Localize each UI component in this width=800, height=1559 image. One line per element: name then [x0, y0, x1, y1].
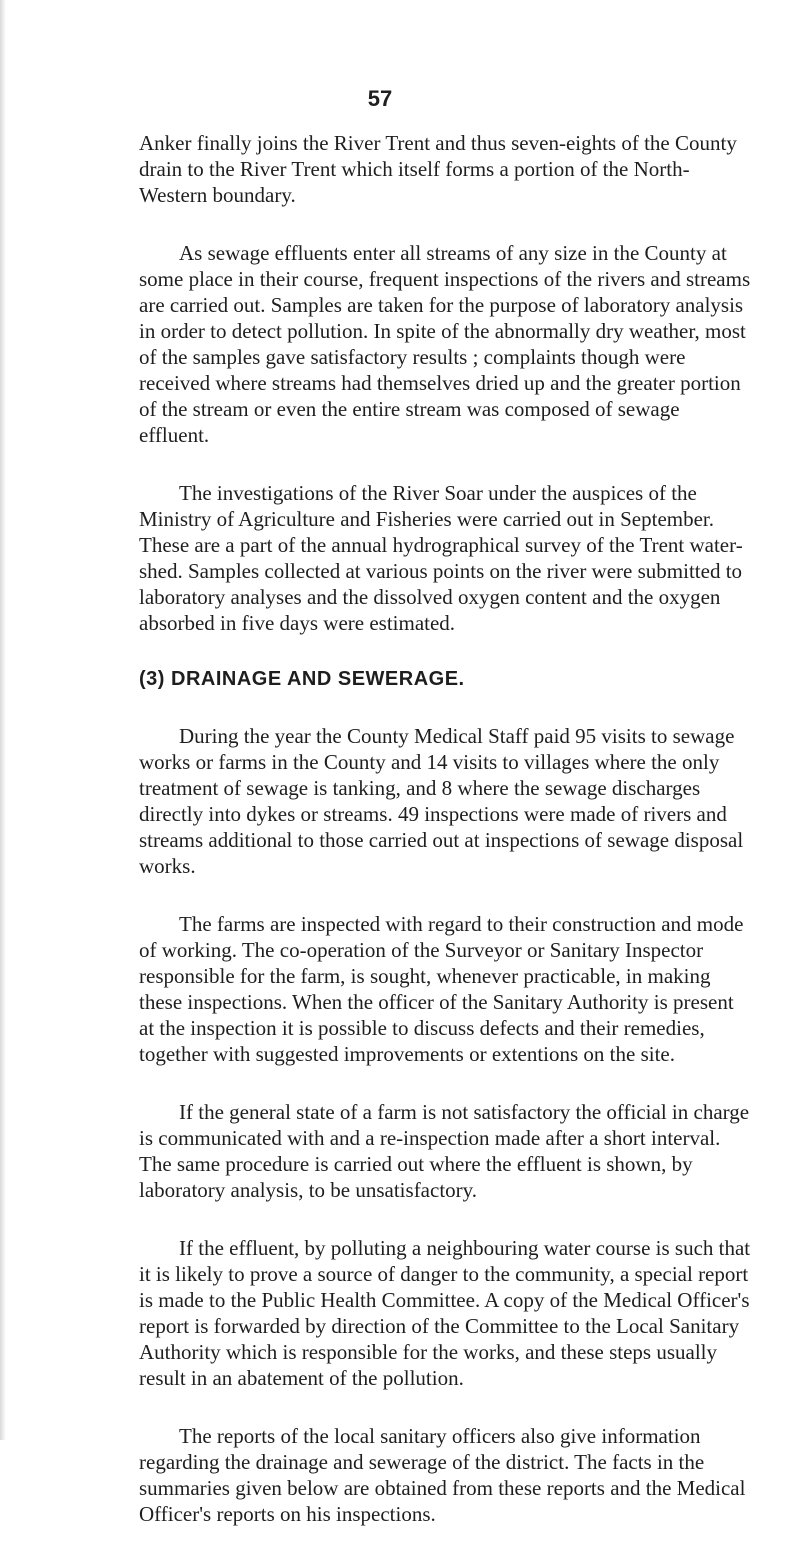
- page-body: [139, 130, 754, 1559]
- page-number: 57: [367, 86, 393, 111]
- paragraph-local-reports: The reports of the local sanitary officers also give information regarding the drainage and sewerage of the district. The facts in the summaries given below are obtained from these reports and the Medical Officer's reports on his inspections.: [139, 1424, 746, 1526]
- paragraph-medical-staff-visits: During the year the County Medical Staff paid 95 visits to sewage works or farms in the County and 14 visits to villages where the only treatment of sewage is tanking, and 8 where the sewage discharges directly into dykes or streams. 49 inspections were made of rivers and streams additional to those carried out at inspections of sewage disposal works.: [139, 724, 744, 878]
- paragraph-farm-inspections: The farms are inspected with regard to their construction and mode of working. The co-operation of the Surveyor or Sanitary Inspector responsible for the farm, is sought, whenever practicable, in making these inspections. When the officer of the Sanitary Authority is present at the inspection it is possible to discuss defects and their remedies, together with suggested improvements or extentions on the site.: [139, 912, 744, 1066]
- paragraph-river-soar: The investigations of the River Soar under the auspices of the Ministry of Agriculture and Fisheries were carried out in September. These are a part of the annual hydrographical survey of the Trent water-shed. Samples collected at various points on the river were submitted to laboratory analyses and the dissolved oxygen content and the oxygen absorbed in five days were estimated.: [139, 481, 743, 635]
- section-heading-drainage: (3) DRAINAGE AND SEWERAGE.: [139, 668, 465, 690]
- paragraph-unsatisfactory-farm: If the general state of a farm is not satisfactory the official in charge is communicated with and a re-inspection made after a short interval. The same procedure is carried out where the effluent is shown, by laboratory analysis, to be unsatisfactory.: [139, 1100, 750, 1202]
- paragraph-sewage-effluents: As sewage effluents enter all streams of any size in the County at some place in their course, frequent inspections of the rivers and streams are carried out. Samples are taken for the purpose of laboratory analysis in order to detect pollution. In spite of the abnormally dry weather, most of the samples gave satisfactory results ; complaints though were received where streams had themselves dried up and the greater portion of the stream or even the entire stream was composed of sewage effluent.: [139, 241, 751, 447]
- paragraph-special-report: If the effluent, by polluting a neighbouring water course is such that it is likely to prove a source of danger to the community, a special report is made to the Public Health Committee. A copy of the Medical Officer's report is forwarded by direction of the Committee to the Local Sanitary Authority which is responsible for the works, and these steps usually result in an abatement of the pollution.: [139, 1236, 751, 1390]
- page-edge-shadow: [0, 0, 6, 1440]
- paragraph-river-anker: Anker finally joins the River Trent and thus seven-eights of the County drain to the River Trent which itself forms a portion of the North-Western boundary.: [139, 131, 737, 207]
